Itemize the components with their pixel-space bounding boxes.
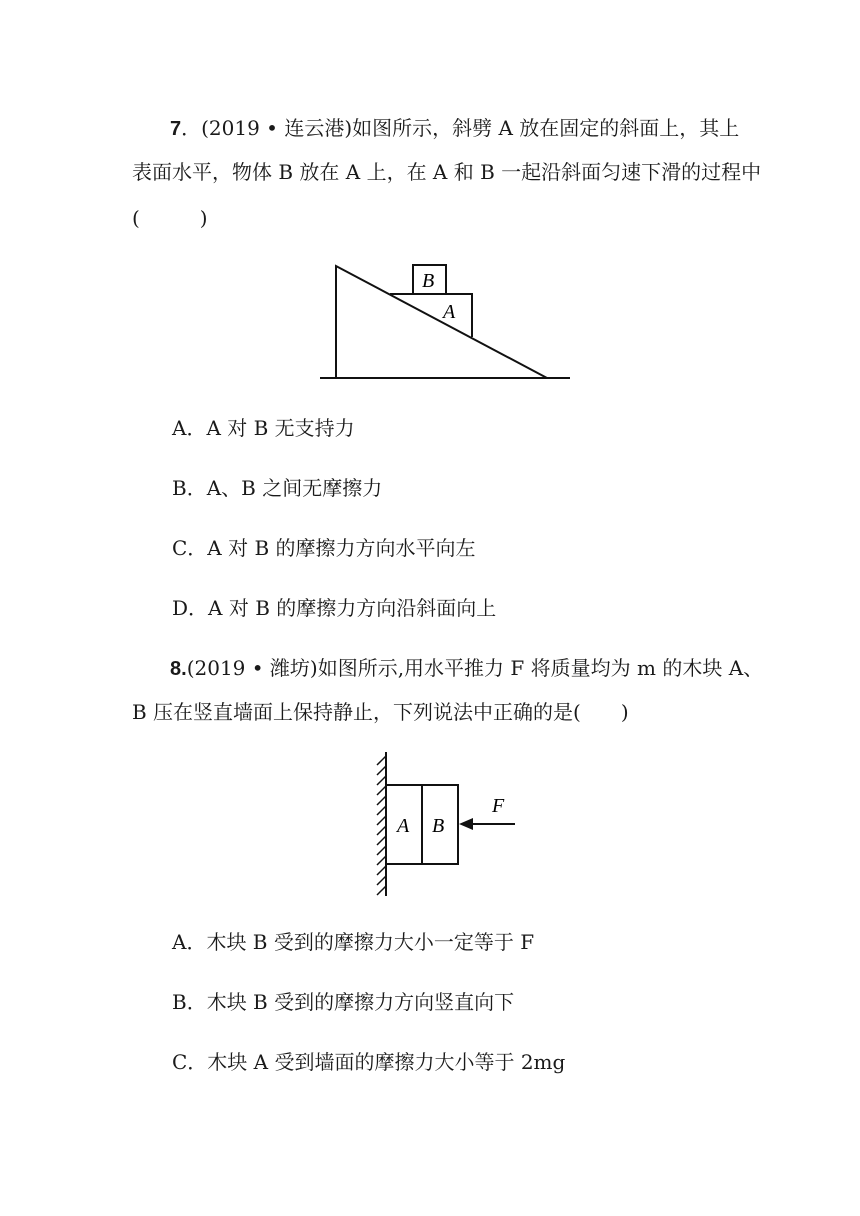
incline-outline [336, 266, 547, 378]
q8-line2: B 压在竖直墙面上保持静止，下列说法中正确的是( ) [132, 700, 629, 724]
block-b [413, 265, 446, 294]
q8-option-a: A．木块 B 受到的摩擦力大小一定等于 F [172, 930, 535, 954]
q7-number: 7 [170, 118, 182, 140]
block-a [386, 785, 422, 864]
q8-option-b: B．木块 B 受到的摩擦力方向竖直向下 [172, 990, 515, 1014]
label-f: F [492, 795, 505, 817]
q7-line1: 7．(2019 • 连云港)如图所示，斜劈 A 放在固定的斜面上，其上 [170, 116, 740, 140]
q8-option-c: C．木块 A 受到墙面的摩擦力大小等于 2mg [172, 1050, 566, 1074]
q7-option-c: C．A 对 B 的摩擦力方向水平向左 [172, 536, 476, 560]
wedge-a [390, 294, 472, 337]
q7-line2: 表面水平，物体 B 放在 A 上，在 A 和 B 一起沿斜面匀速下滑的过程中 [132, 160, 762, 184]
label-a: A [397, 815, 410, 837]
force-arrow-head [459, 818, 473, 830]
q8-line1 [170, 654, 763, 683]
q8-text-line1: (2019 • 潍坊)如图所示,用水平推力 F 将质量均为 m 的木块 A、 [186, 656, 764, 680]
q7-option-b: B．A、B 之间无摩擦力 [172, 476, 383, 500]
label-b: B [422, 270, 435, 292]
q7-line3: ( ) [132, 206, 208, 230]
q7-option-d: D．A 对 B 的摩擦力方向沿斜面向上 [172, 596, 497, 620]
label-b: B [432, 815, 445, 837]
label-a: A [443, 301, 456, 323]
q8-number: 8. [170, 658, 187, 680]
q7-text-line1: (2019 • 连云港)如图所示，斜劈 A 放在固定的斜面上，其上 [201, 116, 740, 140]
q7-option-a: A．A 对 B 无支持力 [172, 416, 355, 440]
wall-hatching [377, 756, 386, 895]
block-b [422, 785, 458, 864]
